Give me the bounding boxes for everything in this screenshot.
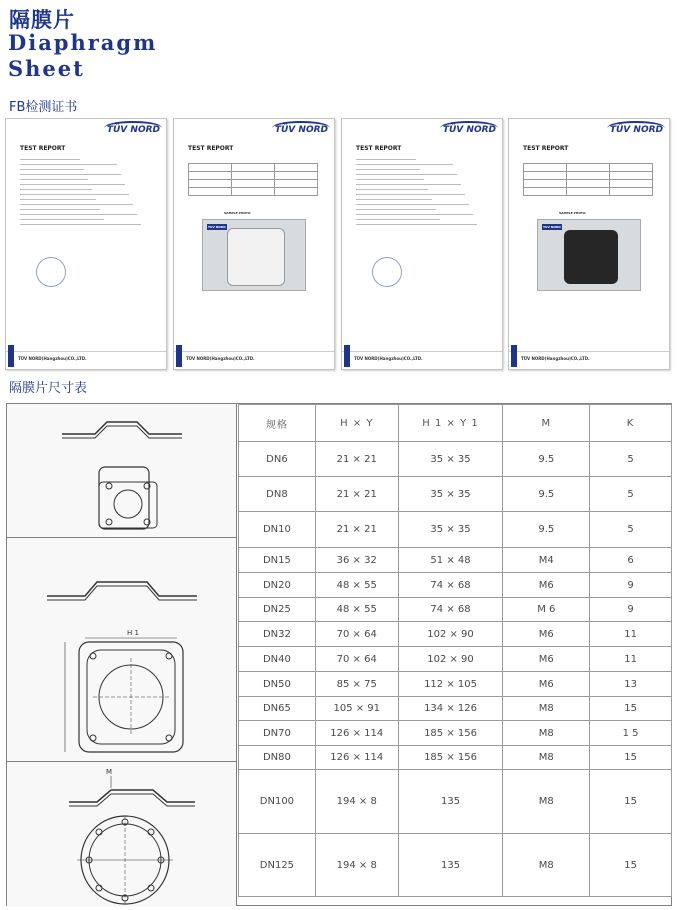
report-text-line: [356, 219, 440, 220]
spec-cell: 70 × 64: [315, 622, 398, 647]
seal-stamp-icon: [36, 257, 66, 287]
tuv-nord-logo: TÜV NORD: [106, 125, 160, 135]
report-title: TEST REPORT: [523, 145, 569, 152]
spec-cell: DN6: [239, 442, 316, 477]
spec-row: [239, 834, 672, 897]
spec-cell: 6: [590, 548, 672, 573]
spec-cell: 126 × 114: [315, 746, 398, 770]
spec-cell: 15: [590, 770, 672, 834]
round-diaphragm-drawing: [7, 762, 236, 907]
spec-row: [239, 770, 672, 834]
report-title: TEST REPORT: [188, 145, 234, 152]
spec-row: [239, 647, 672, 672]
spec-cell: 21 × 21: [315, 477, 398, 512]
photo-tag: TUV NORD: [543, 225, 561, 229]
report-text-line: [356, 169, 420, 170]
spec-cell: DN80: [239, 746, 316, 770]
diaphragm-photo-icon: [564, 230, 618, 284]
spec-cell: 21 × 21: [315, 442, 398, 477]
report-text-line: [20, 189, 92, 190]
spec-cell: 48 × 55: [315, 573, 398, 598]
spec-row: [239, 697, 672, 721]
spec-row: [239, 548, 672, 573]
footer-company: TÜV NORD(Hangzhou)CO.,LTD.: [18, 356, 87, 361]
spec-row: [239, 622, 672, 647]
spec-cell: DN8: [239, 477, 316, 512]
spec-cell: M8: [503, 834, 590, 897]
spec-row: [239, 512, 672, 548]
spec-cell: M8: [503, 721, 590, 746]
spec-header-cell: M: [503, 405, 590, 442]
medium-square-diaphragm-drawing: [7, 538, 236, 762]
spec-cell: M 6: [503, 598, 590, 622]
spec-cell: 48 × 55: [315, 598, 398, 622]
report-text-line: [356, 174, 457, 175]
spec-cell: DN50: [239, 672, 316, 697]
report-title: TEST REPORT: [20, 145, 66, 152]
page-title-cn: 隔膜片: [9, 8, 75, 32]
spec-header-cell: 规格: [239, 405, 316, 442]
spec-table-container: [6, 403, 672, 906]
small-square-diaphragm-drawing: [7, 404, 236, 538]
spec-row: [239, 746, 672, 770]
report-text-line: [356, 224, 477, 225]
spec-cell: M6: [503, 573, 590, 598]
report-text-line: [20, 204, 133, 205]
spec-section-title: 隔膜片尺寸表: [9, 381, 88, 396]
report-text-line: [20, 224, 141, 225]
spec-cell: DN100: [239, 770, 316, 834]
spec-cell: 5: [590, 442, 672, 477]
tuv-sidebar-icon: [344, 345, 350, 367]
report-text-line: [20, 194, 129, 195]
report-text-line: [20, 179, 88, 180]
spec-cell: DN20: [239, 573, 316, 598]
report-text-line: [356, 179, 424, 180]
report-text-line: [356, 164, 453, 165]
spec-cell: 185 × 156: [398, 746, 503, 770]
spec-cell: 15: [590, 697, 672, 721]
spec-cell: 134 × 126: [398, 697, 503, 721]
spec-row: [239, 672, 672, 697]
spec-cell: 74 × 68: [398, 573, 503, 598]
svg-text:M: M: [106, 768, 113, 776]
spec-header-row: [239, 405, 672, 442]
report-title: TEST REPORT: [356, 145, 402, 152]
spec-header-cell: H × Y: [315, 405, 398, 442]
spec-cell: 135: [398, 770, 503, 834]
spec-cell: M4: [503, 548, 590, 573]
report-text-line: [20, 209, 100, 210]
report-footer: [6, 351, 166, 369]
sample-photo: [537, 219, 641, 291]
spec-cell: 21 × 21: [315, 512, 398, 548]
report-text-line: [356, 214, 473, 215]
spec-header-cell: H 1 × Y 1: [398, 405, 503, 442]
spec-cell: 194 × 8: [315, 770, 398, 834]
result-table: [523, 163, 653, 196]
spec-cell: M8: [503, 746, 590, 770]
spec-cell: 102 × 90: [398, 647, 503, 672]
report-text-line: [356, 209, 436, 210]
report-text-line: [356, 199, 432, 200]
spec-row: [239, 477, 672, 512]
report-text-line: [356, 194, 465, 195]
page-title-en-line2: Sheet: [8, 56, 85, 81]
spec-cell: 36 × 32: [315, 548, 398, 573]
spec-cell: 15: [590, 746, 672, 770]
certificates-section-title: FB检测证书: [9, 100, 78, 115]
spec-row: [239, 442, 672, 477]
spec-cell: 13: [590, 672, 672, 697]
spec-cell: 185 × 156: [398, 721, 503, 746]
spec-cell: DN70: [239, 721, 316, 746]
report-text-line: [356, 189, 428, 190]
drawing-column: [7, 404, 237, 905]
spec-cell: M6: [503, 647, 590, 672]
page-title-en-line1: Diaphragm: [8, 30, 158, 55]
spec-cell: M8: [503, 697, 590, 721]
spec-cell: 9.5: [503, 512, 590, 548]
spec-cell: 9.5: [503, 442, 590, 477]
spec-cell: DN15: [239, 548, 316, 573]
spec-row: [239, 573, 672, 598]
spec-cell: 126 × 114: [315, 721, 398, 746]
report-footer: [174, 351, 334, 369]
certificate-3[interactable]: [341, 118, 503, 370]
report-text-line: [20, 159, 80, 160]
diaphragm-photo-icon: [227, 228, 285, 286]
spec-cell: 5: [590, 477, 672, 512]
spec-cell: 5: [590, 512, 672, 548]
spec-cell: 102 × 90: [398, 622, 503, 647]
report-text-line: [356, 159, 416, 160]
footer-company: TÜV NORD(Hangzhou)CO.,LTD.: [354, 356, 423, 361]
report-text-line: [20, 214, 137, 215]
report-text-line: [20, 184, 125, 185]
spec-cell: DN65: [239, 697, 316, 721]
tuv-nord-logo: TÜV NORD: [609, 125, 663, 135]
spec-cell: 9: [590, 598, 672, 622]
photo-tag: TUV NORD: [208, 225, 226, 229]
spec-cell: DN25: [239, 598, 316, 622]
spec-cell: M8: [503, 770, 590, 834]
spec-cell: M6: [503, 622, 590, 647]
spec-cell: 194 × 8: [315, 834, 398, 897]
spec-row: [239, 598, 672, 622]
spec-cell: 35 × 35: [398, 442, 503, 477]
spec-cell: 11: [590, 622, 672, 647]
report-footer: [342, 351, 502, 369]
spec-table: [238, 404, 672, 897]
spec-cell: 74 × 68: [398, 598, 503, 622]
report-text-line: [20, 169, 84, 170]
photo-caption: SAMPLE PHOTO: [559, 211, 586, 215]
spec-cell: 9: [590, 573, 672, 598]
spec-cell: DN10: [239, 512, 316, 548]
spec-cell: 105 × 91: [315, 697, 398, 721]
spec-cell: 1 5: [590, 721, 672, 746]
sample-photo: [202, 219, 306, 291]
seal-stamp-icon: [372, 257, 402, 287]
report-text-line: [356, 204, 469, 205]
report-text-line: [356, 184, 461, 185]
certificates-gallery: [5, 118, 673, 370]
spec-cell: 112 × 105: [398, 672, 503, 697]
spec-cell: 51 × 48: [398, 548, 503, 573]
tuv-sidebar-icon: [8, 345, 14, 367]
spec-cell: DN125: [239, 834, 316, 897]
spec-cell: 135: [398, 834, 503, 897]
spec-cell: 11: [590, 647, 672, 672]
spec-cell: DN40: [239, 647, 316, 672]
report-text-line: [20, 199, 96, 200]
report-text-line: [20, 174, 121, 175]
result-table: [188, 163, 318, 196]
tuv-nord-logo: TÜV NORD: [274, 125, 328, 135]
tuv-nord-logo: TÜV NORD: [442, 125, 496, 135]
spec-cell: M6: [503, 672, 590, 697]
spec-cell: 35 × 35: [398, 512, 503, 548]
spec-cell: 35 × 35: [398, 477, 503, 512]
footer-company: TÜV NORD(Hangzhou)CO.,LTD.: [186, 356, 255, 361]
certificate-2[interactable]: [173, 118, 335, 370]
tuv-sidebar-icon: [176, 345, 182, 367]
spec-cell: 70 × 64: [315, 647, 398, 672]
certificate-4[interactable]: [508, 118, 670, 370]
photo-caption: SAMPLE PHOTO: [224, 211, 251, 215]
spec-cell: 85 × 75: [315, 672, 398, 697]
report-footer: [509, 351, 669, 369]
spec-cell: DN32: [239, 622, 316, 647]
report-text-line: [20, 219, 104, 220]
tuv-sidebar-icon: [511, 345, 517, 367]
spec-row: [239, 721, 672, 746]
footer-company: TÜV NORD(Hangzhou)CO.,LTD.: [521, 356, 590, 361]
svg-text:H 1: H 1: [127, 629, 139, 637]
spec-cell: 15: [590, 834, 672, 897]
spec-header-cell: K: [590, 405, 672, 442]
report-text-line: [20, 164, 117, 165]
certificate-1[interactable]: [5, 118, 167, 370]
spec-cell: 9.5: [503, 477, 590, 512]
